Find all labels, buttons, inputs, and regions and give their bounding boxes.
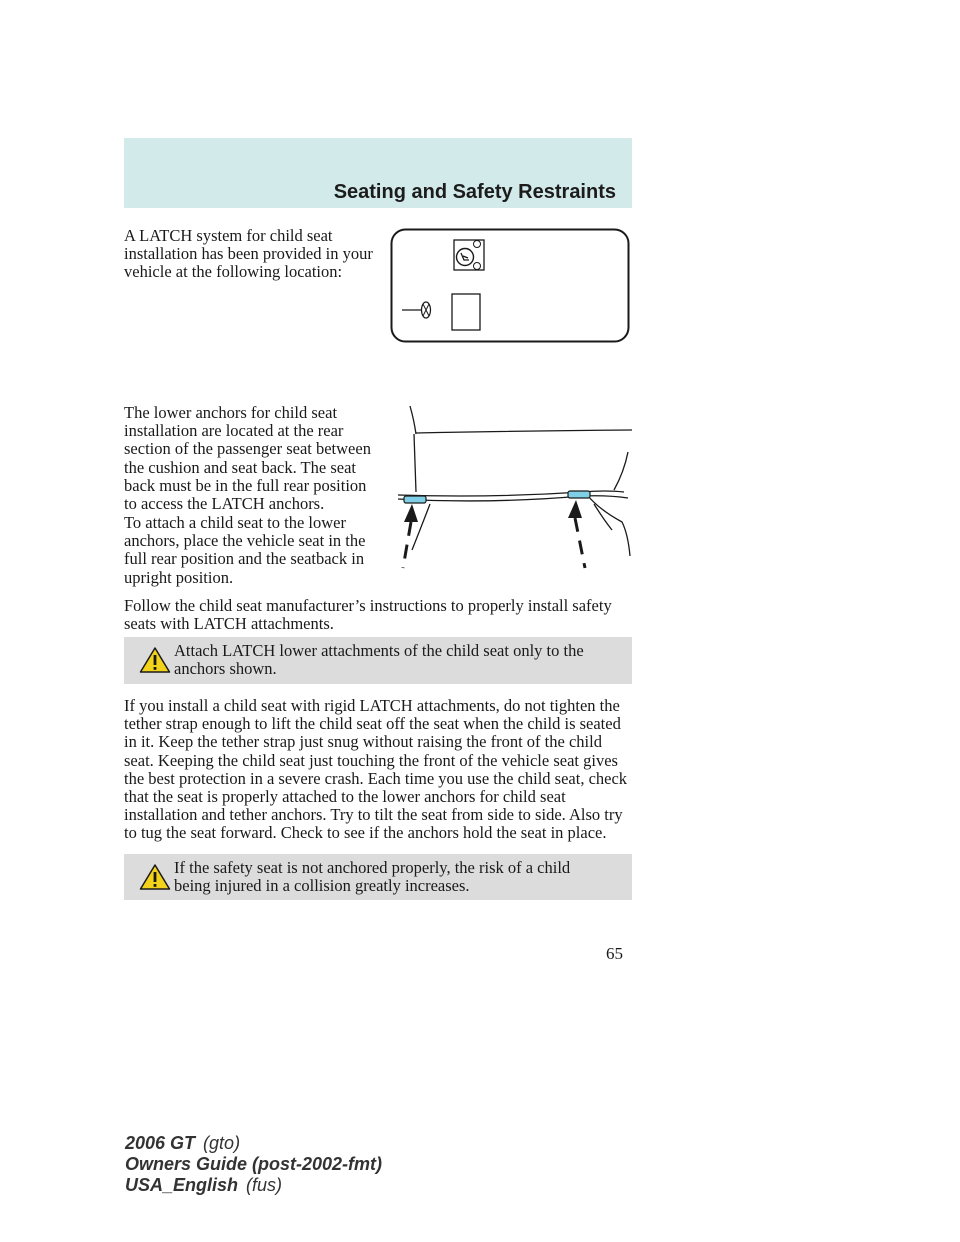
follow-instructions-paragraph: Follow the child seat manufacturer’s instructions to properly install safety seats with LATCH attachments. bbox=[124, 596, 612, 634]
lower-anchor-right bbox=[568, 491, 590, 498]
lower-anchor-seat-illustration bbox=[392, 400, 640, 572]
footer-model-name: 2006 GT bbox=[125, 1133, 196, 1153]
lower-anchor-left bbox=[404, 496, 426, 503]
rigid-latch-paragraph: If you install a child seat with rigid LATCH attachments, do not tighten the tether strap enough to lift the child seat off the seat when the child is seated in it. Keep the tether strap just snug without raising the front of the child seat. Keeping the child seat just touching the front of the vehicle seat gives the best protection in a severe crash. Each time you use the child seat, check that the seat is properly attached to the lower anchors for child seat installation and tether anchors. Try to tilt the seat from side to side. Also try to tug the seat forward. Check to see if the anchors hold the seat in place. bbox=[124, 696, 628, 843]
lower-anchors-paragraph: The lower anchors for child seat installation are located at the rear section of the passenger seat between the cushion and seat back. The seat back must be in the full rear position to access the LATCH anchors. bbox=[124, 403, 371, 514]
footer-locale-name: USA_English bbox=[125, 1175, 239, 1195]
section-header-band bbox=[124, 138, 632, 208]
child-seat-anchor-icon bbox=[454, 240, 484, 270]
latch-warning-box bbox=[124, 637, 632, 684]
passenger-seat-outline bbox=[452, 294, 480, 330]
latch-location-diagram bbox=[390, 228, 630, 344]
footer-locale bbox=[125, 1175, 282, 1196]
section-title: Seating and Safety Restraints bbox=[333, 181, 616, 203]
arrow-left-icon bbox=[403, 504, 418, 568]
footer-guide-name: Owners Guide (post-2002-fmt) bbox=[125, 1154, 383, 1174]
warning-triangle-icon bbox=[139, 863, 171, 891]
footer-model-code: (gto) bbox=[203, 1133, 241, 1153]
footer-locale-code: (fus) bbox=[246, 1175, 283, 1195]
arrow-right-icon bbox=[568, 500, 585, 568]
footer-guide bbox=[125, 1154, 382, 1175]
latch-warning-text: Attach LATCH lower attachments of the child seat only to the anchors shown. bbox=[174, 641, 584, 679]
intro-paragraph: A LATCH system for child seat installation has been provided in your vehicle at the following location: bbox=[124, 226, 373, 282]
page-number: 65 bbox=[606, 944, 623, 963]
anchor-warning-text: If the safety seat is not anchored properly, the risk of a child being injured in a collision greatly increases. bbox=[174, 858, 571, 896]
footer-model bbox=[125, 1133, 240, 1154]
warning-triangle-icon bbox=[139, 646, 171, 674]
anchor-warning-box bbox=[124, 854, 632, 900]
attach-paragraph: To attach a child seat to the lower anchors, place the vehicle seat in the full rear position and the seatback in upright position. bbox=[124, 513, 366, 587]
